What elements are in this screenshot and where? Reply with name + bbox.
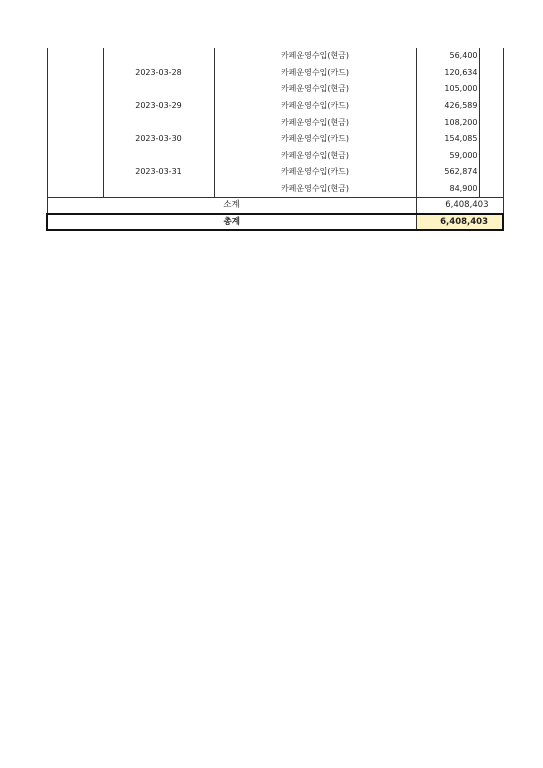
date-cell: 2023-03-31 bbox=[103, 164, 214, 181]
total-label: 총계 bbox=[47, 214, 416, 230]
note-cell bbox=[479, 48, 503, 65]
item-cell: 카페운영수입(현금) bbox=[214, 148, 416, 165]
ledger-table bbox=[46, 48, 504, 231]
date-cell bbox=[103, 81, 214, 98]
blank-cell bbox=[47, 98, 103, 115]
item-cell: 카페운영수입(카드) bbox=[214, 164, 416, 181]
total-row bbox=[47, 214, 503, 230]
subtotal-row bbox=[47, 198, 503, 215]
date-cell: 2023-03-29 bbox=[103, 98, 214, 115]
amount-cell: 562,874 bbox=[416, 164, 479, 181]
item-cell: 카페운영수입(카드) bbox=[214, 65, 416, 82]
blank-cell bbox=[47, 114, 103, 131]
table-row bbox=[47, 181, 503, 198]
amount-cell: 105,000 bbox=[416, 81, 479, 98]
date-cell: 2023-03-30 bbox=[103, 131, 214, 148]
table-row bbox=[47, 81, 503, 98]
note-cell bbox=[479, 181, 503, 198]
ledger-sheet bbox=[46, 48, 502, 231]
note-cell bbox=[479, 114, 503, 131]
blank-cell bbox=[47, 148, 103, 165]
amount-cell: 56,400 bbox=[416, 48, 479, 65]
item-cell: 카페운영수입(현금) bbox=[214, 181, 416, 198]
amount-cell: 426,589 bbox=[416, 98, 479, 115]
total-amount: 6,408,403 bbox=[416, 214, 503, 230]
table-row bbox=[47, 98, 503, 115]
note-cell bbox=[479, 98, 503, 115]
ledger-body bbox=[47, 48, 503, 230]
item-cell: 카페운영수입(카드) bbox=[214, 98, 416, 115]
date-cell bbox=[103, 48, 214, 65]
blank-cell bbox=[47, 81, 103, 98]
table-row bbox=[47, 65, 503, 82]
table-row bbox=[47, 164, 503, 181]
subtotal-amount: 6,408,403 bbox=[416, 198, 503, 215]
subtotal-label: 소계 bbox=[47, 198, 416, 215]
amount-cell: 84,900 bbox=[416, 181, 479, 198]
table-row bbox=[47, 114, 503, 131]
date-cell bbox=[103, 148, 214, 165]
amount-cell: 108,200 bbox=[416, 114, 479, 131]
note-cell bbox=[479, 81, 503, 98]
note-cell bbox=[479, 131, 503, 148]
table-row bbox=[47, 48, 503, 65]
note-cell bbox=[479, 65, 503, 82]
date-cell bbox=[103, 181, 214, 198]
item-cell: 카페운영수입(현금) bbox=[214, 48, 416, 65]
table-row bbox=[47, 131, 503, 148]
item-cell: 카페운영수입(현금) bbox=[214, 114, 416, 131]
note-cell bbox=[479, 148, 503, 165]
amount-cell: 59,000 bbox=[416, 148, 479, 165]
item-cell: 카페운영수입(현금) bbox=[214, 81, 416, 98]
blank-cell bbox=[47, 65, 103, 82]
amount-cell: 154,085 bbox=[416, 131, 479, 148]
amount-cell: 120,634 bbox=[416, 65, 479, 82]
date-cell: 2023-03-28 bbox=[103, 65, 214, 82]
table-row bbox=[47, 148, 503, 165]
date-cell bbox=[103, 114, 214, 131]
note-cell bbox=[479, 164, 503, 181]
blank-cell bbox=[47, 48, 103, 65]
blank-cell bbox=[47, 164, 103, 181]
blank-cell bbox=[47, 131, 103, 148]
item-cell: 카페운영수입(카드) bbox=[214, 131, 416, 148]
blank-cell bbox=[47, 181, 103, 198]
